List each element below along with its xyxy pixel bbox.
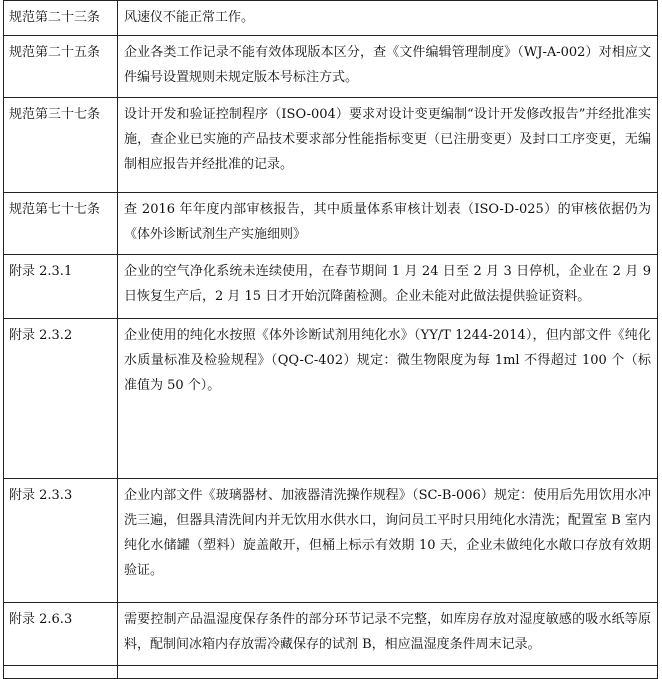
finding-cell: 风速仪不能正常工作。 bbox=[118, 1, 658, 36]
table-row bbox=[4, 479, 658, 603]
clause-cell: 规范第三十七条 bbox=[4, 98, 118, 193]
table-row bbox=[4, 98, 658, 193]
table-row bbox=[4, 36, 658, 98]
clause-cell: 规范第二十五条 bbox=[4, 36, 118, 98]
clause-cell bbox=[4, 666, 118, 679]
clause-cell: 规范第七十七条 bbox=[4, 193, 118, 255]
table-row bbox=[4, 319, 658, 479]
table-row-partial bbox=[4, 666, 658, 679]
finding-cell: 企业使用的纯化水按照《体外诊断试剂用纯化水》（YY/T 1244-2014），但内部文件《纯化水质量标准及检验规程》（QQ-C-402）规定：微生物限度为每 1ml 不得超过 100 个（标准值为 50 个）。 bbox=[118, 319, 658, 479]
finding-cell: 查 2016 年年度内部审核报告，其中质量体系审核计划表（ISO-D-025）的审核依据仍为《体外诊断试剂生产实施细则》 bbox=[118, 193, 658, 255]
findings-table bbox=[3, 0, 658, 679]
table-row bbox=[4, 193, 658, 255]
finding-cell: 需要控制产品温湿度保存条件的部分环节记录不完整，如库房存放对湿度敏感的吸水纸等原料，配制间冰箱内存放需冷藏保存的试剂 B，相应温湿度条件周末记录。 bbox=[118, 603, 658, 666]
clause-cell: 附录 2.3.3 bbox=[4, 479, 118, 603]
table-row bbox=[4, 255, 658, 319]
clause-cell: 附录 2.3.1 bbox=[4, 255, 118, 319]
clause-cell: 规范第二十三条 bbox=[4, 1, 118, 36]
finding-cell: 企业内部文件《玻璃器材、加液器清洗操作规程》（SC-B-006）规定：使用后先用饮用水冲洗三遍，但器具清洗间内并无饮用水供水口，询问员工平时只用纯化水清洗；配置室 B 室内纯化水储罐（塑料）旋盖敞开，但桶上标示有效期 10 天，企业未做纯化水敞口存放有效期验证。 bbox=[118, 479, 658, 603]
clause-cell: 附录 2.6.3 bbox=[4, 603, 118, 666]
finding-cell: 企业的空气净化系统未连续使用，在春节期间 1 月 24 日至 2 月 3 日停机，企业在 2 月 9 日恢复生产后，2 月 15 日才开始沉降菌检测。企业未能对此做法提供验证资料。 bbox=[118, 255, 658, 319]
finding-cell: 企业各类工作记录不能有效体现版本区分，查《文件编辑管理制度》（WJ-A-002）对相应文件编号设置规则未规定版本号标注方式。 bbox=[118, 36, 658, 98]
finding-cell: 设计开发和验证控制程序（ISO-004）要求对设计变更编制“设计开发修改报告”并经批准实施，查企业已实施的产品技术要求部分性能指标变更（已注册变更）及封口工序变更，无编制相应报告并经批准的记录。 bbox=[118, 98, 658, 193]
clause-cell: 附录 2.3.2 bbox=[4, 319, 118, 479]
table-row bbox=[4, 1, 658, 36]
finding-cell bbox=[118, 666, 658, 679]
table-row bbox=[4, 603, 658, 666]
